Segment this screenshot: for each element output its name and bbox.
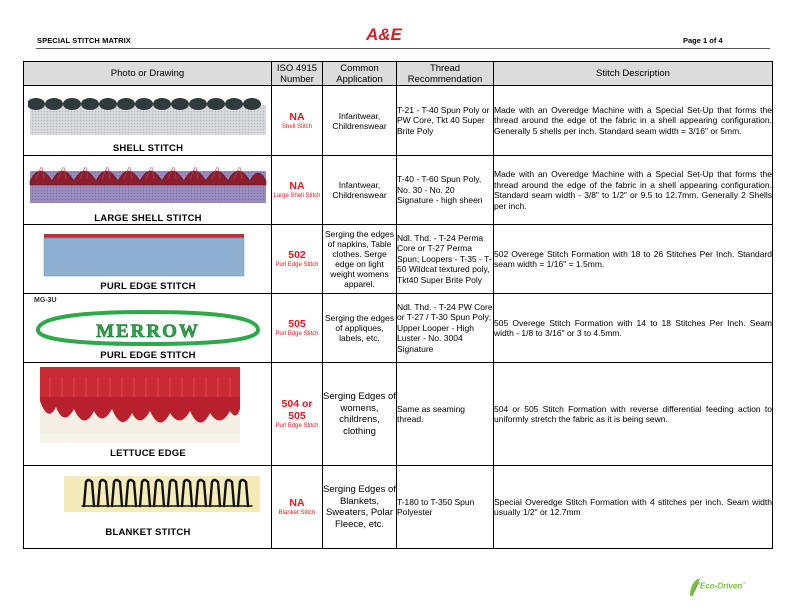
iso-subtitle: Purl Edge Stitch: [275, 262, 319, 268]
iso-number: NA: [289, 497, 305, 509]
table-header-row: [24, 62, 773, 86]
description-cell: Special Overedge Stitch Formation with 4 stitches per inch. Seam width usually 1/2" or 12.7mm: [494, 466, 773, 549]
table-row: [24, 86, 773, 156]
table-row: [24, 225, 773, 294]
description-cell: Made with an Overedge Machine with a Special Set-Up that forms the thread around the edge of the fabric in a shell appearing configuration. Generally 5 shells per inch. Standard seam width = 3/16" or 5mm.: [494, 86, 773, 156]
application-cell: Serging the edges of appliques, labels, etc.: [323, 294, 397, 363]
table-row: [24, 156, 773, 225]
table-row: [24, 466, 773, 549]
iso-cell: [272, 294, 323, 363]
stitch-matrix-table: [23, 61, 773, 549]
photo-cell: [24, 86, 272, 156]
svg-text:A&E: A&E: [366, 25, 402, 44]
iso-subtitle: Large Shell Stitch: [273, 193, 321, 199]
stitch-name: BLANKET STITCH: [105, 527, 191, 538]
large-shell-stitch-image: [28, 159, 268, 209]
table-row: [24, 363, 773, 466]
thread-cell: Ndl. Thd. - T-24 PW Core or T-27 / T-30 Spun Poly; Upper Looper - High Luster - No. 3004 Signature: [397, 294, 494, 363]
ae-logo: [364, 24, 404, 44]
photo-cell: [24, 294, 272, 363]
photo-cell: [24, 466, 272, 549]
shell-stitch-image: [28, 89, 268, 139]
iso-number: 505: [288, 318, 306, 330]
stitch-name: LETTUCE EDGE: [110, 448, 186, 459]
image-text: MERROW: [96, 321, 200, 342]
description-cell: 502 Overege Stitch Formation with 18 to 26 Stitches Per Inch. Standard seam width = 1/16" = 1.5mm.: [494, 225, 773, 294]
col-header-description: Stitch Description: [494, 62, 773, 86]
iso-number: 504 or 505: [281, 398, 313, 422]
thread-cell: T-40 - T-60 Spun Poly, No. 30 - No. 20 Signature - high sheen: [397, 156, 494, 225]
col-header-application: Common Application: [323, 62, 397, 86]
iso-subtitle: Blanket Stitch: [278, 510, 316, 516]
stitch-name: SHELL STITCH: [112, 143, 184, 154]
stitch-name: PURL EDGE STITCH: [100, 281, 196, 292]
iso-number: NA: [289, 110, 305, 123]
iso-number: 502: [288, 249, 306, 261]
blanket-stitch-image: [64, 476, 304, 516]
description-cell: Made with an Overedge Machine with a Special Set-Up that forms the thread around the edge of the fabric in a shell appearing configuration. Standard seam width - 3/8" to 1/2" or 9.5 to 12.7mm. Generally 2 Shells per inch.: [494, 156, 773, 225]
application-cell: Infantwear, Childrenswear: [323, 156, 397, 225]
purl-edge-502-image: [28, 228, 268, 278]
merrow-applique-image: [28, 294, 268, 346]
image-caption: MG-3U: [34, 297, 57, 304]
iso-cell: [272, 86, 323, 156]
stitch-name: LARGE SHELL STITCH: [94, 213, 202, 224]
eco-driven-label: Eco-Driven™: [700, 581, 747, 591]
application-cell: Serging the edges of napkins, Table clothes. Serge edge on light weight womens apparel.: [323, 225, 397, 294]
col-header-photo: Photo or Drawing: [24, 62, 272, 86]
application-cell: Serging Edges of Blankets, Sweaters, Polar Fleece, etc.: [323, 466, 397, 549]
lettuce-edge-image: [40, 367, 280, 443]
page-indicator: Page 1 of 4: [683, 36, 723, 45]
thread-cell: T-21 - T-40 Spun Poly or PW Core, Tkt 40 Super Brite Poly: [397, 86, 494, 156]
application-cell: Serging Edges of womens, childrens, clothing: [323, 363, 397, 466]
stitch-name: PURL EDGE STITCH: [100, 350, 196, 361]
thread-cell: Same as seaming thread.: [397, 363, 494, 466]
photo-cell: [24, 225, 272, 294]
iso-cell: [272, 225, 323, 294]
photo-cell: [24, 156, 272, 225]
description-cell: 505 Overege Stitch Formation with 14 to 18 Stitches Per Inch. Seam width - 1/8 to 3/16" or 3 to 4.5mm.: [494, 294, 773, 363]
table-row: [24, 294, 773, 363]
iso-subtitle: Purl Edge Stitch: [275, 331, 319, 337]
header-divider: [36, 48, 770, 49]
iso-subtitle: Purl Edge Stitch: [275, 423, 319, 429]
col-header-iso: ISO 4915 Number: [272, 62, 323, 86]
col-header-thread: Thread Recommendation: [397, 62, 494, 86]
photo-cell: [24, 363, 272, 466]
iso-number: NA: [289, 180, 305, 192]
document-title: SPECIAL STITCH MATRIX: [37, 36, 131, 45]
thread-cell: T-180 to T-350 Spun Polyester: [397, 466, 494, 549]
description-cell: 504 or 505 Stitch Formation with reverse differential feeding action to uniformly stretch the fabric as it is being sewn.: [494, 363, 773, 466]
application-cell: Infantwear, Childrenswear: [323, 86, 397, 156]
iso-subtitle: Shell Stitch: [281, 123, 312, 130]
thread-cell: Ndl. Thd. - T-24 Perma Core or T-27 Perma Spun; Loopers - T-35 - T-50 Wildcat textured poly, Tkt40 Super Brite Poly: [397, 225, 494, 294]
iso-cell: [272, 156, 323, 225]
